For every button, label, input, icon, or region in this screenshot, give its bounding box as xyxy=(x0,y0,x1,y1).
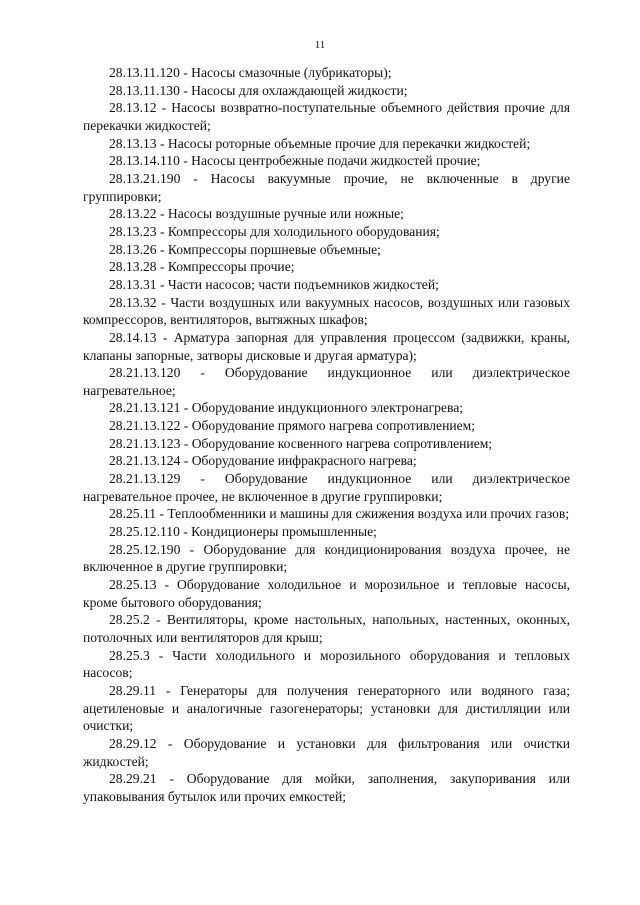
list-item: 28.13.22 - Насосы воздушные ручные или ножные; xyxy=(109,206,404,222)
list-item: 28.29.11 - Генераторы для получения генераторного или водяного газа; ацетиленовые и аналогичные газогенераторы; установки для дистилляции или очистки; xyxy=(83,682,570,734)
list-item: 28.13.11.130 - Насосы для охлаждающей жидкости; xyxy=(109,82,408,98)
list-item: 28.13.11.120 - Насосы смазочные (лубрикаторы); xyxy=(109,65,392,80)
list-item: 28.21.13.121 - Оборудование индукционного электронагрева; xyxy=(109,400,464,416)
list-item: 28.13.21.190 - Насосы вакуумные прочие, не включенные в другие группировки; xyxy=(83,170,570,204)
list-item: 28.29.21 - Оборудование для мойки, заполнения, закупоривания или упаковывания бутылок или прочих емкостей; xyxy=(83,771,570,804)
list-item: 28.25.2 - Вентиляторы, кроме настольных, напольных, настенных, оконных, потолочных или вентиляторов для крыш; xyxy=(83,612,570,645)
list-item: 28.21.13.124 - Оборудование инфракрасного нагрева; xyxy=(109,453,417,469)
list-item: 28.25.12.190 - Оборудование для кондиционирования воздуха прочее, не включенное в другие группировки; xyxy=(83,541,570,575)
list-item: 28.13.32 - Части воздушных или вакуумных насосов, воздушных или газовых компрессоров, вентиляторов, вытяжных шкафов; xyxy=(83,294,570,328)
list-item: 28.21.13.122 - Оборудование прямого нагрева сопротивлением; xyxy=(109,418,476,434)
document-body xyxy=(83,64,570,806)
list-item: 28.13.28 - Компрессоры прочие; xyxy=(109,259,295,275)
page-number: 11 xyxy=(314,39,326,51)
list-item: 28.14.13 - Арматура запорная для управления процессом (задвижки, краны, клапаны запорные, затворы дисковые и другая арматура); xyxy=(83,329,570,363)
list-item: 28.13.13 - Насосы роторные объемные прочие для перекачки жидкостей; xyxy=(109,135,531,151)
list-item: 28.29.12 - Оборудование и установки для фильтрования или очистки жидкостей; xyxy=(83,735,570,769)
list-item: 28.13.31 - Части насосов; части подъемников жидкостей; xyxy=(109,276,439,292)
list-item: 28.13.23 - Компрессоры для холодильного оборудования; xyxy=(109,223,440,239)
list-item: 28.25.3 - Части холодильного и морозильного оборудования и тепловых насосов; xyxy=(83,647,570,681)
list-item: 28.25.13 - Оборудование холодильное и морозильное и тепловые насосы, кроме бытового оборудования; xyxy=(83,577,570,610)
list-item: 28.13.26 - Компрессоры поршневые объемные; xyxy=(109,241,381,257)
list-item: 28.13.12 - Насосы возвратно-поступательные объемного действия прочие для перекачки жидкостей; xyxy=(83,100,570,133)
list-item: 28.13.14.110 - Насосы центробежные подачи жидкостей прочие; xyxy=(109,153,481,169)
list-item: 28.21.13.120 - Оборудование индукционное или диэлектрическое нагревательное; xyxy=(83,365,570,398)
list-item: 28.21.13.129 - Оборудование индукционное или диэлектрическое нагревательное прочее, не включенное в другие группировки; xyxy=(83,471,570,504)
list-item: 28.25.12.110 - Кондиционеры промышленные; xyxy=(109,524,377,540)
list-item: 28.21.13.123 - Оборудование косвенного нагрева сопротивлением; xyxy=(109,435,493,451)
list-item: 28.25.11 - Теплообменники и машины для сжижения воздуха или прочих газов; xyxy=(109,506,570,522)
